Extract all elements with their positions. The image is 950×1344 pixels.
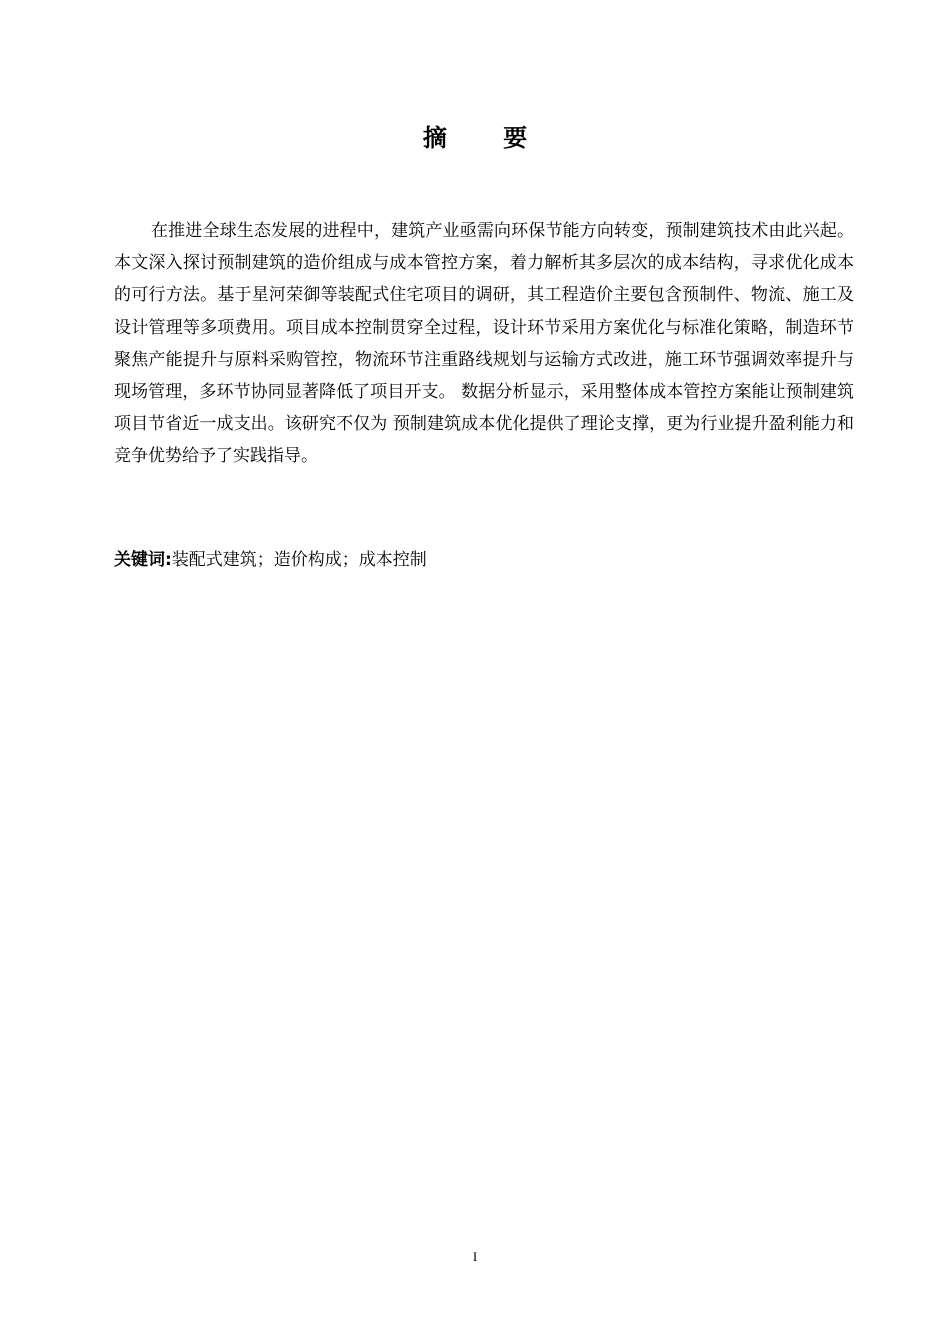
keywords-label: 关键词: [114,550,172,570]
keywords-line [114,546,854,574]
abstract-title: 摘 要 [422,123,552,152]
abstract-body: 在推进全球生态发展的进程中，建筑产业亟需向环保节能方向转变，预制建筑技术由此兴起。本文深入探讨预制建筑的造价组成与成本管控方案，着力解析其多层次的成本结构，寻求优化成本的可行方法。基于星河荣御等装配式住宅项目的调研，其工程造价主要包含预制件、物流、施工及设计管理等多项费用。项目成本控制贯穿全过程，设计环节采用方案优化与标准化策略，制造环节聚焦产能提升与原料采购管控，物流环节注重路线规划与运输方式改进，施工环节强调效率提升与现场管理，多环节协同显著降低了项目开支。 数据分析显示，采用整体成本管控方案能让预制建筑项目节省近一成支出。该研究不仅为 预制建筑成本优化提供了理论支撑，更为行业提升盈利能力和竞争优势给予了实践指导。 [114,221,854,467]
keywords-text: 装配式建筑；造价构成；成本控制 [171,550,427,570]
page-number: I [472,1249,478,1264]
